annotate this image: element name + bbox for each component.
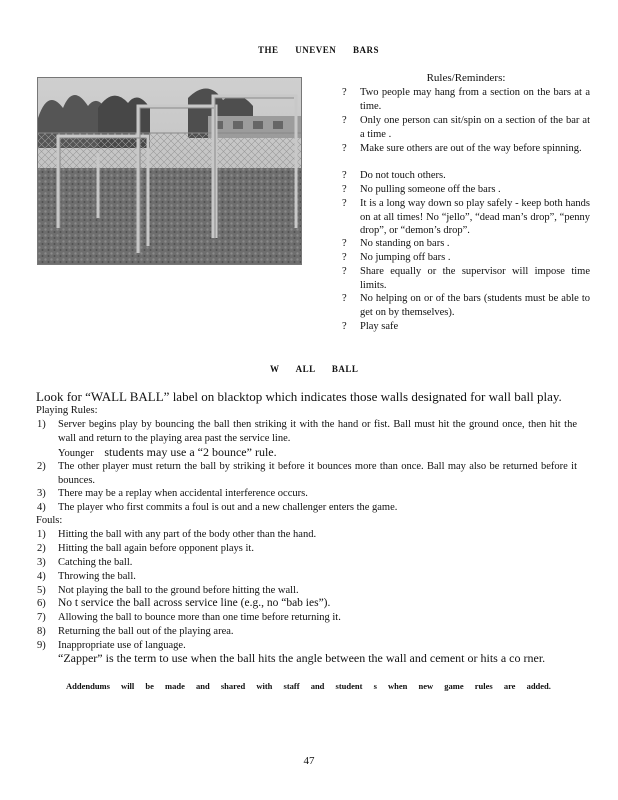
foul-item <box>37 597 577 611</box>
item-text: No t service the ball across service line (e.g., no “bab ies”). <box>58 597 331 609</box>
bullet-marker: ? <box>342 184 347 195</box>
item-number: 4) <box>37 571 46 582</box>
rule-item <box>342 237 590 251</box>
bullet-marker: ? <box>342 198 347 209</box>
item-text: The other player must return the ball by striking it before it bounces more than once. Ball may also be returned before it bounces. <box>58 461 577 486</box>
wall-ball-intro: Look for “WALL BALL” label on blacktop which indicates those walls designated for wall ball play. <box>36 389 562 404</box>
page-number: 47 <box>303 755 315 767</box>
item-text: Server begins play by bouncing the ball then striking it with the hand or fist. Ball must hit the ground once, then hit the wall and return to the playing area past the service line. <box>58 419 577 444</box>
rule-text: No helping on or of the bars (students must be able to get on by themselves). <box>360 293 590 318</box>
bullet-marker: ? <box>342 115 347 126</box>
rule-text: No standing on bars . <box>360 238 450 249</box>
rule-text: Play safe <box>360 321 399 332</box>
item-number: 3) <box>37 557 46 568</box>
item-number: 1) <box>37 529 46 540</box>
playing-rule-item <box>37 460 577 487</box>
addendum-note: Addendums will be made and shared with staff and student s when new game rules are added. <box>66 681 551 691</box>
rule-item <box>342 265 590 292</box>
bullet-marker: ? <box>342 238 347 249</box>
foul-item <box>37 625 577 639</box>
rule-item <box>342 251 590 265</box>
foul-item <box>37 556 577 570</box>
rule-text: It is a long way down so play safely - keep both hands on at all times! No “jello”, “dead man’s drop”, “penny drop”, or “demon’s drop”. <box>360 198 590 236</box>
playing-rule-item <box>37 418 577 445</box>
playing-rules-heading: Playing Rules: <box>36 405 98 416</box>
rule-item <box>342 142 590 156</box>
bullet-marker: ? <box>342 87 347 98</box>
bullet-marker: ? <box>342 143 347 154</box>
item-number: 1) <box>37 419 46 430</box>
foul-item <box>37 611 577 625</box>
rule-text: Share equally or the supervisor will impose time limits. <box>360 266 590 291</box>
rules-heading: Rules/Reminders: <box>426 72 506 84</box>
item-text: Throwing the ball. <box>58 571 136 582</box>
section-title-wall-ball: W ALL BALL <box>270 364 359 374</box>
rule-text: Two people may hang from a section on the bars at a time. <box>360 87 590 112</box>
item-text: Inappropriate use of language. <box>58 640 186 651</box>
item-number: 3) <box>37 488 46 499</box>
rule-item <box>342 114 590 141</box>
item-number: 4) <box>37 502 46 513</box>
rule-text: Only one person can sit/spin on a section of the bar at a time . <box>360 115 590 140</box>
rule-text: No jumping off bars . <box>360 252 451 263</box>
section-title-uneven-bars: THE UNEVEN BARS <box>258 45 380 55</box>
item-text: Allowing the ball to bounce more than one time before returning it. <box>58 612 341 623</box>
item-text: Hitting the ball with any part of the body other than the hand. <box>58 529 317 540</box>
foul-item <box>37 542 577 556</box>
bullet-marker: ? <box>342 266 347 277</box>
zapper-note: “Zapper” is the term to use when the ball hits the angle between the wall and cement or hits a co rner. <box>58 651 546 665</box>
playing-rule-item <box>37 501 577 515</box>
rule-text: Do not touch others. <box>360 170 446 181</box>
younger-note-lead: Younger <box>58 448 94 459</box>
younger-note <box>58 445 277 460</box>
younger-note-rule: students may use a “2 bounce” rule. <box>104 445 277 459</box>
rule-item <box>342 320 590 334</box>
item-number: 8) <box>37 626 46 637</box>
item-number: 2) <box>37 543 46 554</box>
bullet-marker: ? <box>342 293 347 304</box>
item-text: Returning the ball out of the playing area. <box>58 626 234 637</box>
foul-item <box>37 584 577 598</box>
item-text: Not playing the ball to the ground before hitting the wall. <box>58 585 299 596</box>
rule-item <box>342 86 590 113</box>
bullet-marker: ? <box>342 321 347 332</box>
rule-item <box>342 183 590 197</box>
rule-text: No pulling someone off the bars . <box>360 184 501 195</box>
item-number: 2) <box>37 461 46 472</box>
bullet-marker: ? <box>342 252 347 263</box>
item-text: The player who first commits a foul is out and a new challenger enters the game. <box>58 502 398 513</box>
rule-text: Make sure others are out of the way before spinning. <box>360 143 582 154</box>
rule-item <box>342 292 590 319</box>
foul-item <box>37 570 577 584</box>
item-text: Catching the ball. <box>58 557 133 568</box>
item-number: 9) <box>37 640 46 651</box>
item-number: 6) <box>37 598 46 609</box>
playing-rule-item <box>37 487 577 501</box>
foul-item <box>37 528 577 542</box>
rule-item <box>342 197 590 238</box>
item-text: There may be a replay when accidental interference occurs. <box>58 488 308 499</box>
uneven-bars-photo <box>37 77 302 265</box>
item-number: 5) <box>37 585 46 596</box>
item-number: 7) <box>37 612 46 623</box>
bullet-marker: ? <box>342 170 347 181</box>
item-text: Hitting the ball again before opponent plays it. <box>58 543 254 554</box>
rule-item <box>342 169 590 183</box>
fouls-heading: Fouls: <box>36 515 63 526</box>
